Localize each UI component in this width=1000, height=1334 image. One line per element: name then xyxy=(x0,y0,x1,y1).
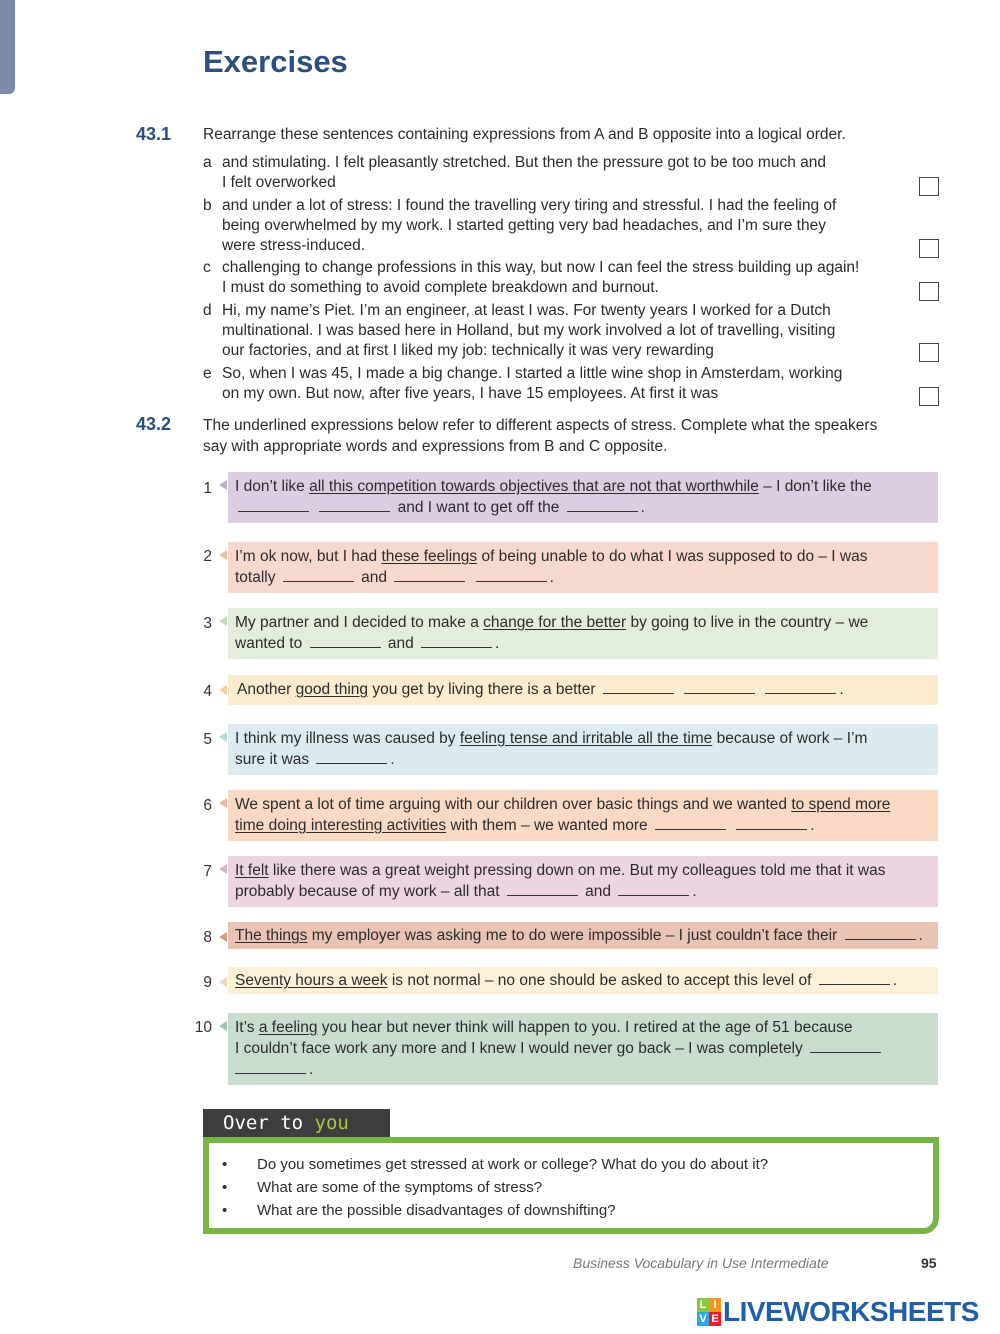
pointer-triangle xyxy=(219,732,227,742)
text: . xyxy=(892,972,898,989)
question-number: 3 xyxy=(203,615,212,632)
answer-blank[interactable] xyxy=(394,569,465,582)
text: and I want to get off the xyxy=(397,499,560,516)
text: sure it was xyxy=(235,751,310,768)
answer-blank[interactable] xyxy=(810,1040,881,1053)
text: you get by living there is a better xyxy=(368,681,596,698)
text: . xyxy=(495,635,500,652)
answer-blank[interactable] xyxy=(238,499,309,512)
logo-letter: V xyxy=(697,1312,709,1326)
text: . xyxy=(549,569,554,586)
speech-box xyxy=(228,724,938,775)
answer-blank[interactable] xyxy=(316,751,387,764)
speech-box xyxy=(228,922,938,949)
underlined-expression: all this competition towards objectives that are not that worthwhile xyxy=(309,478,759,495)
sidebar-tab xyxy=(0,0,15,94)
item-line: multinational. I was based here in Holland, but my work involved a lot of travelling, visiting xyxy=(222,322,836,339)
text: of being unable to do what I was supposed to do – I was xyxy=(477,548,868,565)
item-line: and stimulating. I felt pleasantly stretched. But then the pressure got to be too much and xyxy=(222,154,827,171)
text: I think my illness was caused by xyxy=(235,730,460,747)
answer-blank[interactable] xyxy=(319,499,390,512)
question-number: 2 xyxy=(203,548,212,565)
item-letter: a xyxy=(203,154,212,171)
text: wanted to xyxy=(235,635,303,652)
speech-box xyxy=(228,542,938,593)
pointer-triangle xyxy=(219,932,227,942)
item-line: challenging to change professions in this way, but now I can feel the stress building up again! xyxy=(222,259,860,276)
answer-blank[interactable] xyxy=(507,883,578,896)
pointer-triangle xyxy=(219,864,227,874)
text: with them – we wanted more xyxy=(446,817,648,834)
exercise-number-43-1: 43.1 xyxy=(136,124,172,144)
item-line: being overwhelmed by my work. I started getting very bad headaches, and I’m sure they xyxy=(222,217,826,234)
answer-blank[interactable] xyxy=(603,681,674,694)
underlined-expression: It felt xyxy=(235,862,269,879)
answer-blank[interactable] xyxy=(567,499,638,512)
order-answer-box-b[interactable] xyxy=(919,239,939,258)
answer-blank[interactable] xyxy=(765,681,836,694)
underlined-expression: The things xyxy=(235,927,308,944)
item-line: So, when I was 45, I made a big change. I started a little wine shop in Amsterdam, working xyxy=(222,365,843,382)
speech-box xyxy=(228,967,938,994)
item-line: I felt overworked xyxy=(222,174,336,191)
text: . xyxy=(640,499,645,516)
exercise-43-2-instruction xyxy=(203,415,933,457)
text: It’s xyxy=(235,1019,259,1036)
logo-letter: I xyxy=(709,1298,721,1312)
underlined-expression: Seventy hours a week xyxy=(235,972,388,989)
speech-box xyxy=(228,1013,938,1085)
text: I don’t like xyxy=(235,478,310,495)
text: . xyxy=(309,1061,314,1078)
bullet-dot-icon: • xyxy=(222,1156,228,1173)
book-title: Business Vocabulary in Use Intermediate xyxy=(573,1255,829,1271)
exercise-number-43-2: 43.2 xyxy=(136,414,172,434)
text: by going to live in the country – we xyxy=(626,614,869,631)
speech-box xyxy=(228,472,938,523)
page-number: 95 xyxy=(921,1255,937,1271)
item-letter: b xyxy=(203,197,212,214)
underlined-expression: time doing interesting activities xyxy=(235,817,447,834)
bullet-dot-icon: • xyxy=(222,1202,228,1219)
item-letter: d xyxy=(203,302,212,319)
question-number: 5 xyxy=(203,731,212,748)
answer-blank[interactable] xyxy=(235,1061,306,1074)
underlined-expression: feeling tense and irritable all the time xyxy=(459,730,713,747)
brand-name: LIVEWORKSHEETS xyxy=(723,1296,979,1327)
text: . xyxy=(918,927,923,944)
pointer-triangle xyxy=(219,480,227,490)
item-line: on my own. But now, after five years, I have 15 employees. At first it was xyxy=(222,385,719,402)
text: you hear but never think will happen to you. I retired at the age of 51 because xyxy=(317,1019,853,1036)
underlined-expression: good thing xyxy=(295,681,369,698)
item-line: were stress-induced. xyxy=(222,237,366,254)
item-line: I must do something to avoid complete breakdown and burnout. xyxy=(222,279,659,296)
question-number: 8 xyxy=(203,929,212,946)
over-to-you-label xyxy=(203,1109,390,1137)
text: My partner and I decided to make a xyxy=(235,614,484,631)
answer-blank[interactable] xyxy=(618,883,689,896)
speech-box xyxy=(228,856,938,907)
underlined-expression: these feelings xyxy=(381,548,478,565)
underlined-expression: to spend more xyxy=(791,796,891,813)
question-number: 1 xyxy=(203,480,212,497)
speech-box xyxy=(228,790,938,841)
instruction-line: say with appropriate words and expressions from B and C opposite. xyxy=(203,438,668,455)
pointer-triangle xyxy=(219,1021,227,1031)
text: and xyxy=(387,635,414,652)
text: totally xyxy=(235,569,276,586)
text: because of work – I’m xyxy=(712,730,868,747)
question-number: 9 xyxy=(203,974,212,991)
order-answer-box-c[interactable] xyxy=(919,282,939,301)
answer-blank[interactable] xyxy=(684,681,755,694)
pointer-triangle xyxy=(219,977,227,987)
bullet-text: What are the possible disadvantages of downshifting? xyxy=(257,1202,616,1219)
answer-blank[interactable] xyxy=(310,635,381,648)
pointer-triangle xyxy=(219,685,227,695)
text: . xyxy=(810,817,815,834)
question-number: 6 xyxy=(203,797,212,814)
text: like there was a great weight pressing down on me. But my colleagues told me that it was xyxy=(268,862,886,879)
pointer-triangle xyxy=(219,550,227,560)
item-letter: c xyxy=(203,259,211,276)
logo-letter: E xyxy=(709,1312,721,1326)
text: I couldn’t face work any more and I knew I would never go back – I was completely xyxy=(235,1040,803,1057)
order-answer-box-a[interactable] xyxy=(919,177,939,196)
text: . xyxy=(390,751,395,768)
question-number: 4 xyxy=(203,683,212,700)
answer-blank[interactable] xyxy=(655,817,726,830)
order-answer-box-e[interactable] xyxy=(919,387,939,406)
bullet-text: Do you sometimes get stressed at work or college? What do you do about it? xyxy=(257,1156,769,1173)
answer-blank[interactable] xyxy=(819,972,890,985)
item-line: our factories, and at first I liked my job: technically it was very rewarding xyxy=(222,342,714,359)
liveworksheets-brand[interactable] xyxy=(697,1297,979,1327)
underlined-expression: change for the better xyxy=(483,614,627,631)
question-number: 10 xyxy=(194,1019,212,1036)
pointer-triangle xyxy=(219,616,227,626)
item-letter: e xyxy=(203,365,212,382)
text: my employer was asking me to do were impossible – I just couldn’t face their xyxy=(307,927,838,944)
underlined-expression: a feeling xyxy=(258,1019,318,1036)
text: . xyxy=(839,681,844,698)
text: and xyxy=(585,883,611,900)
instruction-line: The underlined expressions below refer to different aspects of stress. Complete what the speakers xyxy=(203,417,878,434)
bullet-text: What are some of the symptoms of stress? xyxy=(257,1179,543,1196)
answer-blank[interactable] xyxy=(736,817,807,830)
label-text: Over to xyxy=(223,1112,315,1134)
item-line: and under a lot of stress: I found the travelling very tiring and stressful. I had the feeling of xyxy=(222,197,837,214)
answer-blank[interactable] xyxy=(283,569,354,582)
speech-box xyxy=(228,608,938,659)
exercise-43-1-instruction: Rearrange these sentences containing expressions from A and B opposite into a logical order. xyxy=(203,126,846,143)
page-title: Exercises xyxy=(203,44,348,79)
text: . xyxy=(692,883,697,900)
answer-blank[interactable] xyxy=(476,569,547,582)
question-number: 7 xyxy=(203,863,212,880)
bullet-dot-icon: • xyxy=(222,1179,228,1196)
speech-box xyxy=(228,675,938,705)
text: and xyxy=(361,569,387,586)
text: probably because of my work – all that xyxy=(235,883,500,900)
text: I’m ok now, but I had xyxy=(235,548,382,565)
logo-letter: L xyxy=(697,1298,709,1312)
text: – I don’t like the xyxy=(758,478,872,495)
label-highlight: you xyxy=(314,1112,349,1134)
pointer-triangle xyxy=(219,798,227,808)
answer-blank[interactable] xyxy=(421,635,492,648)
liveworksheets-logo-icon xyxy=(697,1298,721,1326)
text: Another xyxy=(237,681,296,698)
text: is not normal – no one should be asked to accept this level of xyxy=(387,972,812,989)
item-line: Hi, my name’s Piet. I’m an engineer, at least I was. For twenty years I worked for a Dutch xyxy=(222,302,831,319)
answer-blank[interactable] xyxy=(845,927,916,940)
text: We spent a lot of time arguing with our children over basic things and we wanted xyxy=(235,796,792,813)
order-answer-box-d[interactable] xyxy=(919,343,939,362)
